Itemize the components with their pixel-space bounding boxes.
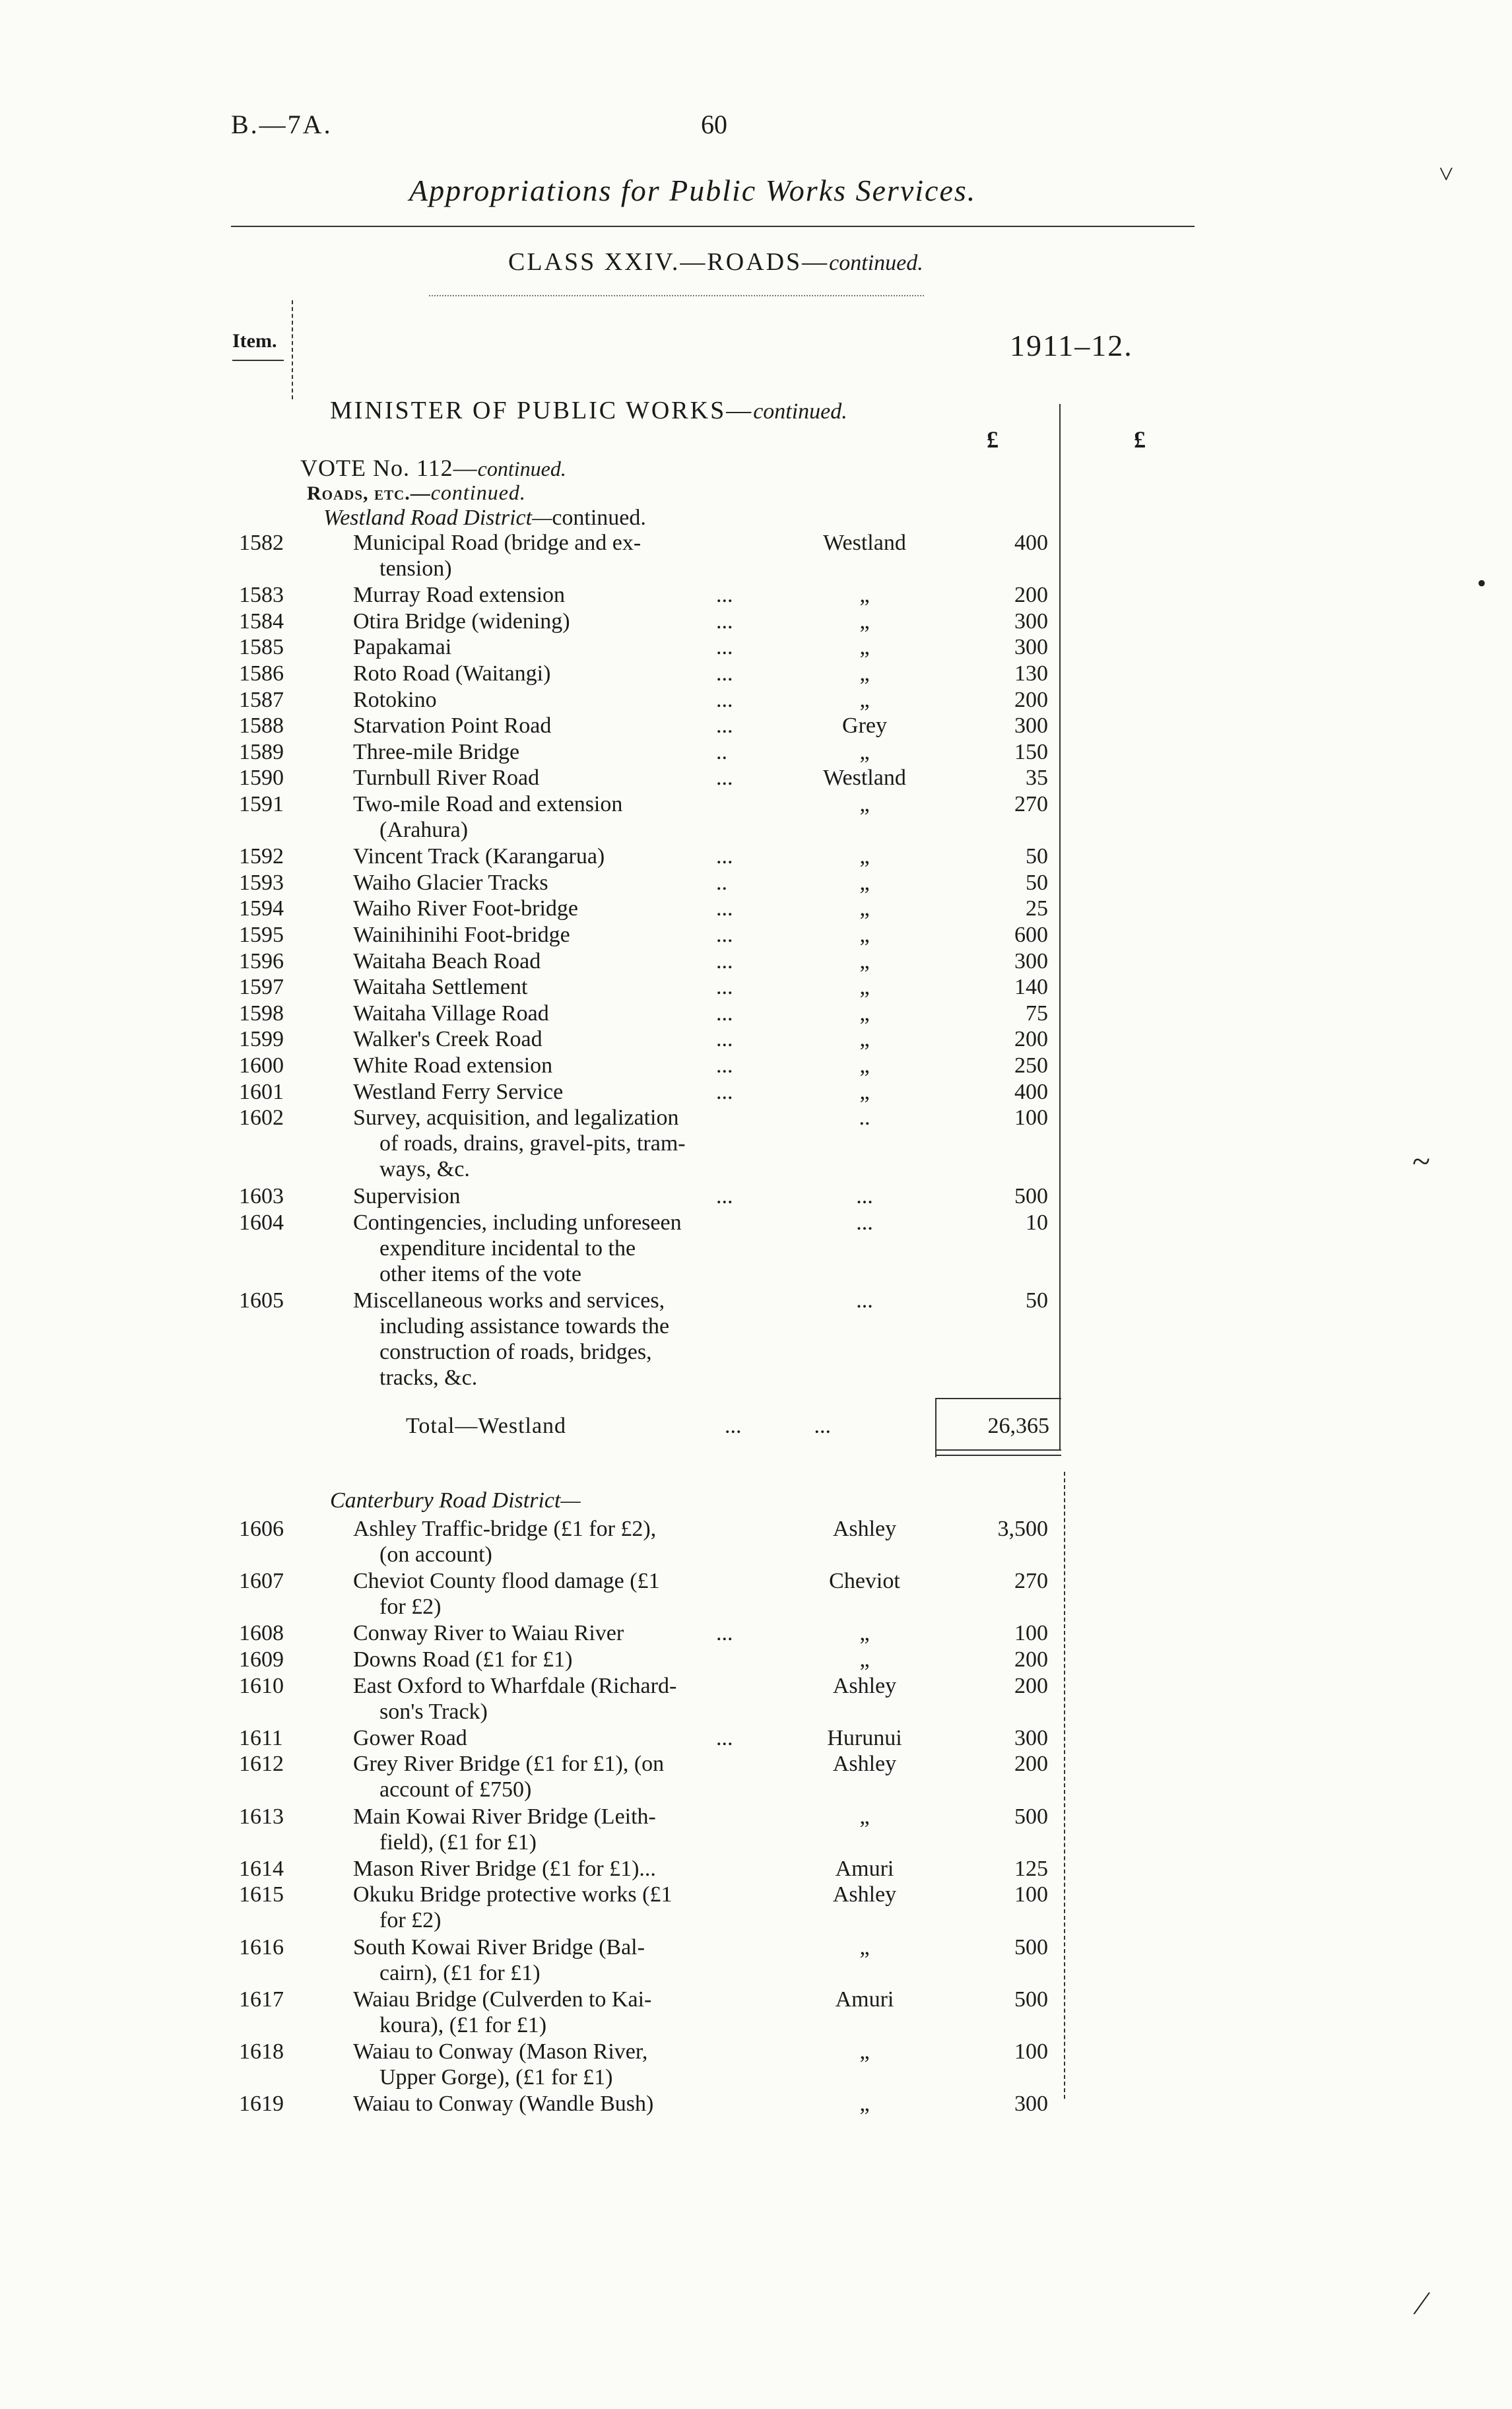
item-district: Ashley [832, 1882, 897, 1907]
leader-dots: ... [716, 1053, 733, 1078]
item-number: 1605 [239, 1288, 284, 1313]
item-amount: 200 [1014, 1752, 1048, 1777]
item-amount: 125 [1014, 1856, 1048, 1881]
item-description [353, 870, 749, 896]
description-line: construction of roads, bridges, [379, 1340, 652, 1365]
roads-heading [307, 480, 526, 505]
item-number: 1615 [239, 1882, 284, 1907]
item-amount: 200 [1014, 583, 1048, 608]
total-westland-amount: 26,365 [987, 1414, 1049, 1438]
item-number: 1597 [239, 975, 284, 1000]
description-line: for £2) [379, 1595, 442, 1620]
item-amount: 150 [1014, 739, 1048, 764]
description-line: Papakamai [353, 635, 452, 660]
item-description [353, 661, 749, 686]
description-line: Turnbull River Road [353, 766, 540, 791]
page-title: Appropriations for Public Works Services. [409, 174, 977, 207]
description-line: ways, &c. [379, 1157, 470, 1182]
margin-mark: • [1477, 568, 1487, 598]
item-description [353, 1751, 749, 1802]
item-district: Westland [823, 766, 906, 791]
description-line: Waiho River Foot-bridge [353, 896, 578, 921]
item-district: „ [859, 1934, 870, 1960]
item-district: „ [859, 687, 870, 712]
item-description [353, 1987, 749, 2038]
leader-dots: ... [716, 583, 733, 608]
description-line: Grey River Bridge (£1 for £1), (on [353, 1752, 665, 1777]
item-number: 1608 [239, 1621, 284, 1646]
item-amount: 50 [1026, 870, 1048, 895]
description-line: Miscellaneous works and services, [353, 1288, 665, 1313]
item-amount: 500 [1014, 1934, 1048, 1960]
item-number: 1596 [239, 948, 284, 974]
header-rule [231, 226, 1195, 227]
amount-column-rule-lower [1064, 1472, 1065, 2099]
item-district: Grey [842, 713, 887, 739]
item-number: 1587 [239, 687, 284, 712]
item-amount: 300 [1014, 713, 1048, 739]
leader-dots: ... [716, 766, 733, 791]
item-district: Westland [823, 531, 906, 555]
leader-dots: ... [716, 1079, 733, 1104]
item-district: „ [859, 923, 870, 947]
item-number: 1582 [239, 531, 284, 555]
description-line: Waiau Bridge (Culverden to Kai- [353, 1987, 652, 2012]
description-line: Mason River Bridge (£1 for £1)... [353, 1856, 656, 1881]
item-amount: 200 [1014, 1673, 1048, 1698]
item-amount: 75 [1026, 1001, 1048, 1026]
item-description [353, 2039, 749, 2090]
item-amount: 100 [1014, 1882, 1048, 1907]
item-district: ... [856, 1288, 873, 1313]
item-number: 1595 [239, 923, 284, 947]
item-number: 1585 [239, 635, 284, 660]
item-number: 1610 [239, 1673, 284, 1698]
item-amount: 300 [1014, 948, 1048, 974]
item-description [353, 634, 749, 660]
description-line: tension) [379, 556, 452, 581]
item-district: „ [859, 975, 870, 1000]
description-line: Waitaha Beach Road [353, 948, 541, 974]
item-amount: 400 [1014, 531, 1048, 555]
item-description [353, 1620, 749, 1646]
description-line: Okuku Bridge protective works (£1 [353, 1882, 673, 1907]
total-westland-dots [725, 1414, 831, 1439]
description-line: Survey, acquisition, and legalization [353, 1106, 679, 1131]
item-district: „ [859, 870, 870, 895]
item-district: „ [859, 896, 870, 921]
item-number: 1590 [239, 766, 284, 791]
total-westland-label: Total—Westland [406, 1414, 567, 1438]
item-district: „ [859, 1621, 870, 1646]
item-district: „ [859, 1001, 870, 1026]
item-description [353, 843, 749, 869]
item-number: 1583 [239, 583, 284, 608]
item-description [353, 1725, 749, 1751]
item-district: „ [859, 2039, 870, 2064]
item-number: 1614 [239, 1856, 284, 1881]
item-description [353, 948, 749, 974]
class-heading-text: CLASS XXIV.—ROADS— [508, 248, 830, 276]
item-number: 1600 [239, 1053, 284, 1078]
item-column-rule [292, 300, 293, 399]
margin-mark: ˅ [1439, 159, 1454, 189]
description-line: South Kowai River Bridge (Bal- [353, 1934, 645, 1960]
minister-heading [330, 396, 847, 425]
item-amount: 300 [1014, 1725, 1048, 1750]
item-number: 1606 [239, 1517, 284, 1541]
description-line: son's Track) [379, 1699, 488, 1724]
description-line: Upper Gorge), (£1 for £1) [379, 2065, 613, 2090]
item-description [353, 1647, 749, 1672]
minister-heading-continued: continued. [753, 399, 847, 424]
item-number: 1617 [239, 1987, 284, 2012]
description-line: koura), (£1 for £1) [379, 2012, 547, 2037]
description-line: Walker's Creek Road [353, 1027, 542, 1052]
vote-heading-continued: continued. [477, 457, 566, 480]
item-description [353, 1934, 749, 1986]
margin-mark: ~ [1412, 1142, 1431, 1179]
description-line: (on account) [379, 1542, 492, 1567]
item-description [353, 1105, 749, 1182]
item-amount: 50 [1026, 1288, 1048, 1313]
leader-dots: ... [716, 687, 733, 712]
item-district: „ [859, 844, 870, 869]
item-description [353, 1568, 749, 1620]
item-description [353, 974, 749, 1000]
year-column-header: 1911–12. [1010, 329, 1133, 362]
pound-column-header-1: £ [987, 426, 999, 453]
leader-dots: ... [716, 609, 733, 634]
item-amount: 500 [1014, 1804, 1048, 1829]
vote-heading-text: VOTE No. 112— [300, 455, 478, 481]
item-district: Cheviot [829, 1569, 900, 1594]
item-district: Ashley [832, 1752, 897, 1777]
item-number: 1609 [239, 1647, 284, 1672]
item-description [353, 1210, 749, 1287]
item-description [353, 1079, 749, 1105]
item-description [353, 1516, 749, 1568]
canterbury-district-heading: Canterbury Road District— [330, 1488, 581, 1513]
item-number: 1586 [239, 661, 284, 686]
item-number: 1603 [239, 1184, 284, 1208]
item-amount: 100 [1014, 1621, 1048, 1646]
description-line: Supervision [353, 1184, 461, 1208]
description-line: Waitaha Settlement [353, 975, 528, 1000]
total-rule-double [936, 1455, 1061, 1456]
item-description [353, 1053, 749, 1078]
item-amount: 270 [1014, 792, 1048, 816]
item-amount: 130 [1014, 661, 1048, 686]
item-number: 1613 [239, 1804, 284, 1829]
item-district: Ashley [832, 1673, 897, 1698]
description-line: Wainihinihi Foot-bridge [353, 923, 570, 947]
item-number: 1589 [239, 739, 284, 764]
item-number: 1601 [239, 1079, 284, 1104]
item-amount: 500 [1014, 1184, 1048, 1208]
leader-dots: ... [716, 975, 733, 1000]
item-amount: 300 [1014, 635, 1048, 660]
item-district: ... [856, 1210, 873, 1235]
item-description [353, 1673, 749, 1725]
item-district: „ [859, 609, 870, 634]
description-line: Waiau to Conway (Wandle Bush) [353, 2092, 654, 2117]
item-amount: 10 [1026, 1210, 1048, 1235]
westland-district-text: Westland Road District— [323, 506, 552, 530]
description-line: Downs Road (£1 for £1) [353, 1647, 573, 1672]
description-line: Conway River to Waiau River [353, 1621, 624, 1646]
item-amount: 300 [1014, 609, 1048, 634]
amount-column-rule [1059, 404, 1061, 1450]
leader-dots: ... [716, 1027, 733, 1052]
item-number: 1592 [239, 844, 284, 869]
item-district: Amuri [835, 1856, 894, 1881]
westland-district-continued: continued. [552, 506, 646, 530]
description-line: Starvation Point Road [353, 713, 552, 739]
total-box-left-rule [935, 1398, 937, 1457]
item-number: 1612 [239, 1752, 284, 1777]
item-amount: 500 [1014, 1987, 1048, 2012]
westland-district-heading [323, 506, 646, 531]
leader-dots: ... [716, 635, 733, 660]
description-line: account of £750) [379, 1777, 532, 1802]
item-number: 1604 [239, 1210, 284, 1235]
item-description [353, 582, 749, 608]
description-line: Vincent Track (Karangarua) [353, 844, 605, 869]
description-line: other items of the vote [379, 1261, 581, 1286]
item-number: 1593 [239, 870, 284, 895]
item-description [353, 1804, 749, 1855]
total-rule-bottom [936, 1449, 1061, 1451]
item-number: 1619 [239, 2092, 284, 2117]
description-line: Municipal Road (bridge and ex- [353, 531, 641, 555]
item-description [353, 896, 749, 921]
item-description [353, 922, 749, 948]
class-heading [508, 248, 923, 277]
description-line: field), (£1 for £1) [379, 1830, 537, 1855]
roads-heading-text: Roads, etc.— [307, 482, 431, 504]
item-description [353, 1882, 749, 1933]
leader-dots: ... [716, 1725, 733, 1750]
description-line: expenditure incidental to the [379, 1236, 636, 1261]
item-amount: 3,500 [997, 1517, 1048, 1541]
item-amount: 200 [1014, 687, 1048, 712]
description-line: of roads, drains, gravel-pits, tram- [379, 1131, 686, 1156]
item-amount: 600 [1014, 923, 1048, 947]
item-district: „ [859, 792, 870, 816]
description-line: Contingencies, including unforeseen [353, 1210, 682, 1235]
item-description [353, 713, 749, 739]
description-line: Westland Ferry Service [353, 1079, 564, 1104]
leader-dots: ... [716, 713, 733, 739]
item-district: „ [859, 583, 870, 608]
leader-dots: ... [716, 923, 733, 947]
description-line: Rotokino [353, 687, 437, 712]
description-line: White Road extension [353, 1053, 553, 1078]
item-number: 1602 [239, 1106, 284, 1131]
leader-dots: ... [716, 896, 733, 921]
description-line: Otira Bridge (widening) [353, 609, 570, 634]
description-line: cairn), (£1 for £1) [379, 1960, 541, 1985]
item-district: Ashley [832, 1517, 897, 1541]
item-district: „ [859, 661, 870, 686]
item-amount: 270 [1014, 1569, 1048, 1594]
item-number: 1611 [239, 1725, 283, 1750]
item-description [353, 609, 749, 634]
item-description [353, 530, 749, 581]
description-line: Waiho Glacier Tracks [353, 870, 548, 895]
item-amount: 35 [1026, 766, 1048, 791]
item-amount: 300 [1014, 2092, 1048, 2117]
item-description [353, 1856, 749, 1882]
item-amount: 200 [1014, 1027, 1048, 1052]
item-description [353, 2091, 749, 2117]
item-district: „ [859, 1804, 870, 1829]
item-number: 1594 [239, 896, 284, 921]
item-description [353, 1026, 749, 1052]
item-district: ... [856, 1184, 873, 1208]
pound-column-header-2: £ [1134, 426, 1146, 453]
item-description [353, 765, 749, 791]
item-number: 1598 [239, 1001, 284, 1026]
leader-dots: ... [716, 948, 733, 974]
leader-dots: ... [716, 1184, 733, 1208]
item-district: „ [859, 1027, 870, 1052]
page-number: 60 [701, 110, 727, 139]
item-district: „ [859, 948, 870, 974]
total-rule-top [936, 1398, 1061, 1399]
item-number: 1618 [239, 2039, 284, 2064]
description-line: tracks, &c. [379, 1366, 478, 1391]
vote-heading [300, 454, 566, 482]
item-amount: 100 [1014, 1106, 1048, 1131]
total-dots-1: ... [725, 1414, 742, 1438]
description-line: Cheviot County flood damage (£1 [353, 1569, 660, 1594]
leader-dots: ... [716, 1621, 733, 1646]
description-line: Waiau to Conway (Mason River, [353, 2039, 648, 2064]
item-district: „ [859, 2092, 870, 2117]
item-amount: 200 [1014, 1647, 1048, 1672]
minister-heading-text: MINISTER OF PUBLIC WORKS— [330, 397, 754, 424]
description-line: Ashley Traffic-bridge (£1 for £2), [353, 1517, 657, 1541]
item-district: .. [859, 1106, 871, 1131]
description-line: for £2) [379, 1908, 442, 1933]
leader-dots: ... [716, 661, 733, 686]
item-amount: 100 [1014, 2039, 1048, 2064]
item-amount: 25 [1026, 896, 1048, 921]
item-amount: 250 [1014, 1053, 1048, 1078]
item-district: „ [859, 1647, 870, 1672]
margin-mark: ⁄ [1419, 2284, 1425, 2321]
document-reference: B.—7A. [231, 110, 333, 139]
item-district: Hurunui [827, 1725, 902, 1750]
item-number: 1591 [239, 792, 284, 816]
item-description [353, 1001, 749, 1026]
dotted-separator [429, 295, 924, 296]
description-line: Waitaha Village Road [353, 1001, 549, 1026]
item-number: 1599 [239, 1027, 284, 1052]
item-column-header: Item. [232, 330, 277, 352]
item-description [353, 1288, 749, 1391]
leader-dots: ... [716, 1001, 733, 1026]
item-number: 1616 [239, 1934, 284, 1960]
item-description [353, 1183, 749, 1209]
item-district: „ [859, 635, 870, 660]
description-line: Two-mile Road and extension [353, 792, 623, 816]
item-number: 1588 [239, 713, 284, 739]
description-line: East Oxford to Wharfdale (Richard- [353, 1673, 677, 1698]
description-line: Roto Road (Waitangi) [353, 661, 551, 686]
description-line: Murray Road extension [353, 583, 566, 608]
item-amount: 400 [1014, 1079, 1048, 1104]
item-district: „ [859, 1053, 870, 1078]
item-amount: 140 [1014, 975, 1048, 1000]
item-district: „ [859, 1079, 870, 1104]
class-heading-continued: continued. [829, 251, 923, 275]
item-district: Amuri [835, 1987, 894, 2012]
item-number: 1584 [239, 609, 284, 634]
description-line: Three-mile Bridge [353, 739, 520, 764]
item-description [353, 791, 749, 843]
description-line: including assistance towards the [379, 1314, 670, 1339]
item-district: „ [859, 739, 870, 764]
leader-dots: .. [716, 870, 727, 895]
leader-dots: ... [716, 844, 733, 869]
description-line: (Arahura) [379, 818, 469, 842]
description-line: Gower Road [353, 1725, 467, 1750]
item-amount: 50 [1026, 844, 1048, 869]
item-description [353, 687, 749, 713]
description-line: Main Kowai River Bridge (Leith- [353, 1804, 656, 1829]
item-header-underline [232, 360, 284, 361]
roads-heading-continued: continued. [430, 480, 526, 504]
item-number: 1607 [239, 1569, 284, 1594]
leader-dots: .. [716, 739, 727, 764]
total-dots-2: ... [814, 1414, 831, 1438]
item-description [353, 739, 749, 765]
